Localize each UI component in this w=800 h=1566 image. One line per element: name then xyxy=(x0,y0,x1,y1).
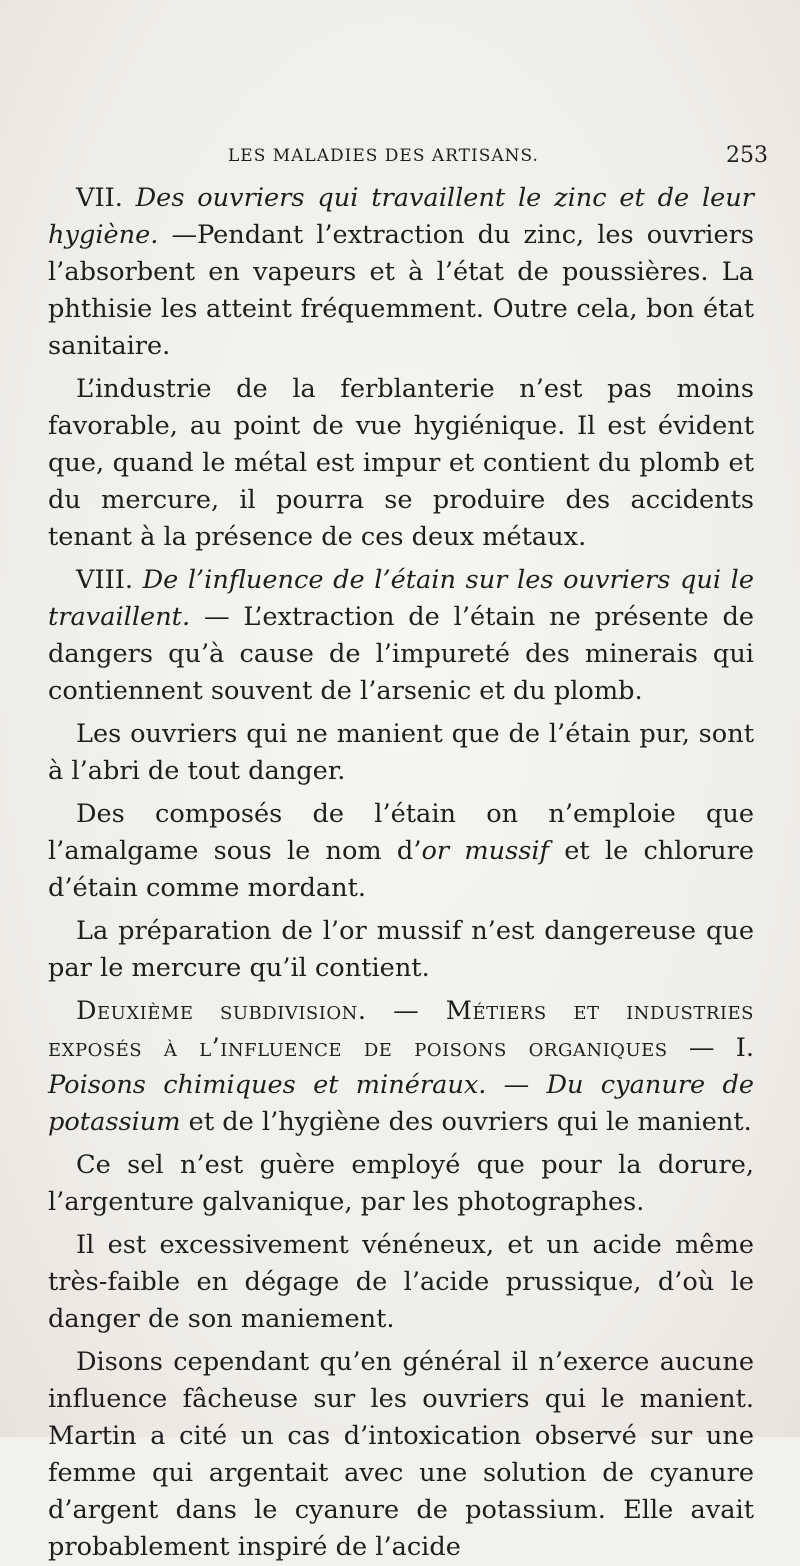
paragraph-text: et le chlorure d’étain comme mordant. xyxy=(48,836,754,903)
paragraph-text: et de l’hygiène des ouvriers qui le manient. xyxy=(180,1107,752,1137)
paragraph-text: Il est excessivement vénéneux, et un acide même très-faible en dégage de l’acide prussique, d’où le danger de son maniement. xyxy=(48,1230,754,1334)
section-title: De l’influence de l’étain sur les ouvriers qui le travaillent. xyxy=(48,565,755,632)
paragraph-text: — L’extraction de l’étain ne présente de dangers qu’à cause de l’impureté des minerais qui contiennent souvent de l’arsenic et du plomb. xyxy=(48,602,754,706)
page-body xyxy=(48,180,754,1566)
paragraph-text: Les ouvriers qui ne manient que de l’étain pur, sont à l’abri de tout danger. xyxy=(48,719,754,786)
paragraph-text: — I. xyxy=(667,1033,754,1063)
paragraph-ferblanterie xyxy=(48,371,754,556)
paragraph-text: Ce sel n’est guère employé que pour la dorure, l’argenture galvanique, par les photographes. xyxy=(48,1150,754,1217)
page-number: 253 xyxy=(726,143,768,168)
subdivision-heading: Deuxième subdivision. — Métiers et industries exposés à l’influence de poisons organiques xyxy=(48,996,754,1063)
paragraph-text: L’industrie de la ferblanterie n’est pas moins favorable, au point de vue hygiénique. Il est évident que, quand le métal est impur et contient du plomb et du mercure, il pourra se produire des accidents tenant à la présence de ces deux métaux. xyxy=(48,374,754,552)
term-or-mussif: or mussif xyxy=(421,836,550,866)
paragraph-subdivision xyxy=(48,993,754,1141)
section-number: VII. xyxy=(76,183,123,213)
paragraph-text: Disons cependant qu’en général il n’exerce aucune influence fâcheuse sur les ouvriers qui le manient. Martin a cité un cas d’intoxication observé sur une femme qui argentait avec une solution de cyanure d’argent dans le cyanure de potassium. Elle avait probablement inspiré de l’acide xyxy=(48,1347,754,1562)
paragraph-text: La préparation de l’or mussif n’est dangereuse que par le mercure qu’il contient. xyxy=(48,916,754,983)
section-title: Du cyanure de potassium xyxy=(48,1070,754,1137)
section-title: Poisons chimiques et minéraux. xyxy=(48,1070,487,1100)
running-title: LES MALADIES DES ARTISANS. xyxy=(228,146,539,166)
paragraph-martin xyxy=(48,1344,754,1566)
section-number: VIII. xyxy=(76,565,133,595)
paragraph-or-mussif xyxy=(48,913,754,987)
paragraph-etain-pur xyxy=(48,716,754,790)
paragraph-composes xyxy=(48,796,754,907)
paragraph-veneneux xyxy=(48,1227,754,1338)
paragraph-text: — xyxy=(486,1070,547,1100)
paragraph-sel xyxy=(48,1147,754,1221)
paragraph-text: Des composés de l’étain on n’emploie que l’amalgame sous le nom d’ xyxy=(48,799,754,866)
paragraph-zinc xyxy=(48,180,754,365)
section-title: Des ouvriers qui travaillent le zinc et de leur hygiène. xyxy=(48,183,754,250)
paragraph-text: —Pendant l’extraction du zinc, les ouvriers l’absorbent en vapeurs et à l’état de poussières. La phthisie les atteint fréquemment. Outre cela, bon état sanitaire. xyxy=(48,220,754,361)
paragraph-etain xyxy=(48,562,754,710)
